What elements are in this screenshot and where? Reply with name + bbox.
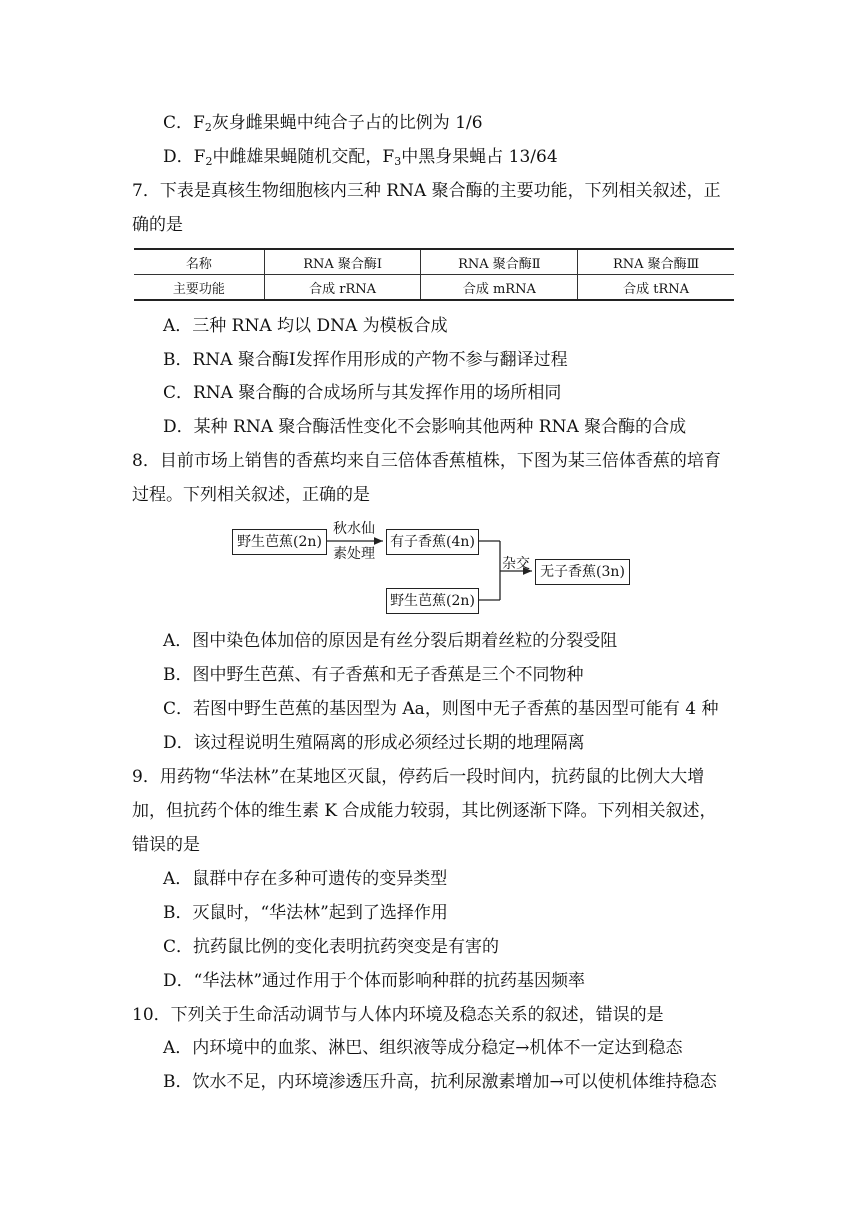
q9-stem-line1: 9．用药物“华法林”在某地区灭鼠，停药后一段时间内，抗药鼠的比例大大增	[132, 767, 705, 787]
q6-option-d-rest: 中黑身果蝇占 13/64	[401, 147, 558, 167]
q6-option-c-text: C．F	[163, 113, 205, 133]
wild-banana-box: 野生芭蕉(2n)	[232, 529, 327, 555]
table-cell: 合成 rRNA	[264, 275, 421, 301]
colchicine-label-top: 秋水仙	[333, 521, 375, 537]
table-header-cell: RNA 聚合酶Ⅰ	[264, 249, 421, 275]
wild-banana-box-2: 野生芭蕉(2n)	[386, 588, 479, 614]
q7-option-a: A．三种 RNA 均以 DNA 为模板合成	[163, 316, 448, 336]
seeded-banana-box: 有子香蕉(4n)	[386, 529, 479, 555]
q10-option-b: B．饮水不足，内环境渗透压升高，抗利尿激素增加→可以使机体维持稳态	[163, 1072, 717, 1092]
q8-option-d: D．该过程说明生殖隔离的形成必须经过长期的地理隔离	[163, 733, 585, 753]
q8-option-a: A．图中染色体加倍的原因是有丝分裂后期着丝粒的分裂受阻	[163, 631, 618, 651]
q8-stem-line2: 过程。下列相关叙述，正确的是	[132, 485, 370, 505]
table-header-cell: 名称	[134, 249, 264, 275]
q7-option-b: B．RNA 聚合酶Ⅰ发挥作用形成的产物不参与翻译过程	[163, 350, 568, 370]
q8-option-c: C．若图中野生芭蕉的基因型为 Aa，则图中无子香蕉的基因型可能有 4 种	[163, 699, 719, 719]
q10-option-a: A．内环境中的血浆、淋巴、组织液等成分稳定→机体不一定达到稳态	[163, 1038, 683, 1058]
q7-option-d: D．某种 RNA 聚合酶活性变化不会影响其他两种 RNA 聚合酶的合成	[163, 417, 687, 437]
q9-stem-line2: 加，但抗药个体的维生素 K 合成能力较弱，其比例逐渐下降。下列相关叙述，	[132, 801, 717, 821]
seedless-banana-box: 无子香蕉(3n)	[535, 559, 630, 585]
q6-option-d-text: D．F	[163, 147, 206, 167]
table-cell: 合成 mRNA	[421, 275, 578, 301]
q7-option-c: C．RNA 聚合酶的合成场所与其发挥作用的场所相同	[163, 383, 562, 403]
q9-stem-line3: 错误的是	[132, 835, 200, 855]
table-cell: 合成 tRNA	[578, 275, 734, 301]
q9-option-a: A．鼠群中存在多种可遗传的变异类型	[163, 869, 448, 889]
q9-option-b: B．灭鼠时，“华法林”起到了选择作用	[163, 903, 448, 923]
q8-option-b: B．图中野生芭蕉、有子香蕉和无子香蕉是三个不同物种	[163, 665, 584, 685]
q9-option-c: C．抗药鼠比例的变化表明抗药突变是有害的	[163, 937, 500, 957]
q10-stem: 10．下列关于生命活动调节与人体内环境及稳态关系的叙述，错误的是	[132, 1005, 664, 1025]
q6-option-c-rest: 灰身雌果蝇中纯合子占的比例为 1/6	[211, 113, 483, 133]
q7-stem-line2: 确的是	[132, 215, 183, 235]
q8-stem-line1: 8．目前市场上销售的香蕉均来自三倍体香蕉植株，下图为某三倍体香蕉的培育	[132, 451, 721, 471]
cross-label: 杂交	[502, 556, 530, 572]
colchicine-label-bottom: 素处理	[333, 546, 375, 562]
q7-stem-line1: 7．下表是真核生物细胞核内三种 RNA 聚合酶的主要功能，下列相关叙述，正	[132, 181, 721, 201]
q6-option-d-mid: 中雌雄果蝇随机交配，F	[212, 147, 395, 167]
table-header-cell: RNA 聚合酶Ⅱ	[421, 249, 578, 275]
table-cell: 主要功能	[134, 275, 264, 301]
q6-option-c-sub: 2	[204, 121, 212, 134]
q6-option-d-sub2: 3	[394, 155, 402, 168]
table-header-cell: RNA 聚合酶Ⅲ	[578, 249, 734, 275]
q6-option-d-sub: 2	[205, 155, 213, 168]
q9-option-d: D．“华法林”通过作用于个体而影响种群的抗药基因频率	[163, 971, 586, 991]
